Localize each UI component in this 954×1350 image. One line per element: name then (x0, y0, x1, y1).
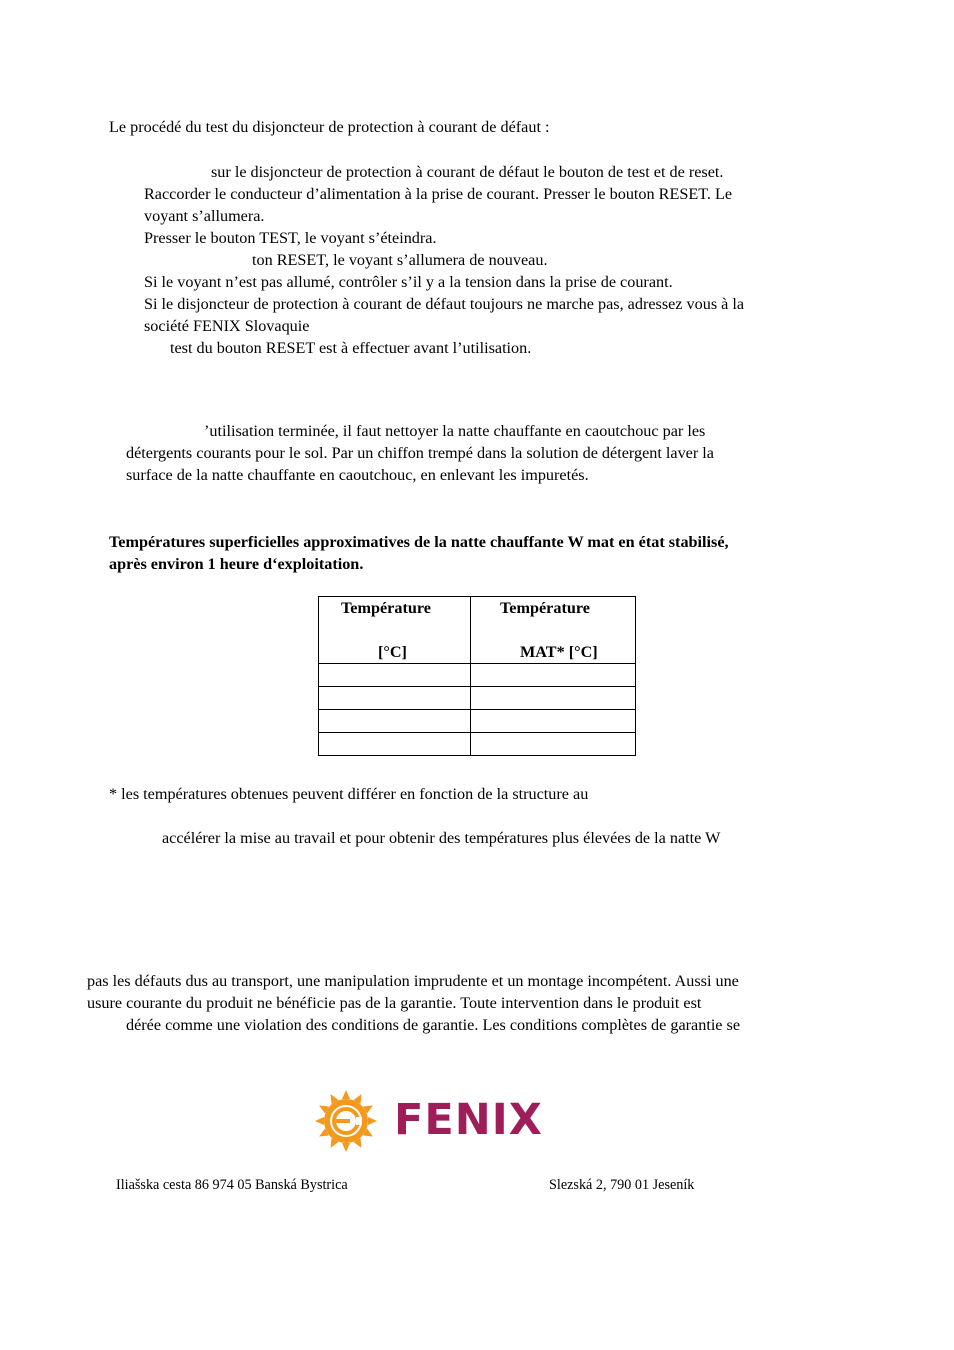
fenix-logo (312, 1086, 543, 1154)
table-cell (471, 710, 636, 733)
temperatures-title: Températures superficielles approximatives de la natte chauffante W mat en état stabilisé, (109, 533, 729, 551)
test-procedure-line: sur le disjoncteur de protection à courant de défaut le bouton de test et de reset. (211, 163, 724, 181)
col2-header-line2: MAT* [°C] (520, 643, 598, 661)
temperature-footnote: * les températures obtenues peuvent différer en fonction de la structure au (109, 785, 589, 803)
test-procedure-line: test du bouton RESET est à effectuer avant l’utilisation. (170, 339, 532, 357)
col1-header-line2: [°C] (378, 643, 407, 661)
table-row (319, 687, 636, 710)
accelerate-text: accélérer la mise au travail et pour obtenir des températures plus élevées de la natte W (162, 829, 721, 847)
test-procedure-line: Si le disjoncteur de protection à courant de défaut toujours ne marche pas, adressez vous à la (144, 295, 745, 313)
col2-header-line1: Température (500, 599, 590, 617)
cleaning-line: détergents courants pour le sol. Par un chiffon trempé dans la solution de détergent laver la (126, 444, 714, 462)
col1-header-line1: Température (341, 599, 431, 617)
test-procedure-line: ton RESET, le voyant s’allumera de nouveau. (252, 251, 548, 269)
table-row (319, 733, 636, 756)
test-procedure-line: Raccorder le conducteur d’alimentation à la prise de courant. Presser le bouton RESET. Le (144, 185, 733, 203)
table-cell (471, 733, 636, 756)
warranty-line: usure courante du produit ne bénéficie pas de la garantie. Toute intervention dans le produit est (87, 994, 702, 1012)
table-row (319, 710, 636, 733)
temperature-table (318, 596, 636, 756)
address-right: Slezská 2, 790 01 Jeseník (549, 1177, 695, 1193)
table-header-cell (471, 597, 636, 664)
temperatures-title-line2: après environ 1 heure d‘exploitation. (109, 555, 364, 573)
table-cell (319, 733, 471, 756)
test-procedure-line: voyant s’allumera. (144, 207, 265, 225)
table-cell (319, 664, 471, 687)
table-cell (319, 687, 471, 710)
table-row (319, 664, 636, 687)
test-procedure-heading: Le procédé du test du disjoncteur de protection à courant de défaut : (109, 118, 550, 136)
table-cell (471, 687, 636, 710)
table-cell (471, 664, 636, 687)
warranty-line: dérée comme une violation des conditions de garantie. Les conditions complètes de garantie se (126, 1016, 741, 1034)
table-header-cell (319, 597, 471, 664)
test-procedure-line: société FENIX Slovaquie (144, 317, 310, 335)
cleaning-line: ’utilisation terminée, il faut nettoyer la natte chauffante en caoutchouc par les (204, 422, 706, 440)
warranty-line: pas les défauts dus au transport, une manipulation imprudente et un montage incompétent. Aussi une (87, 972, 739, 990)
cleaning-line: surface de la natte chauffante en caoutchouc, en enlevant les impuretés. (126, 466, 589, 484)
address-left: Iliašska cesta 86 974 05 Banská Bystrica (116, 1177, 348, 1193)
table-cell (319, 710, 471, 733)
test-procedure-line: Si le voyant n’est pas allumé, contrôler s’il y a la tension dans la prise de courant. (144, 273, 673, 291)
fenix-logo-text: FENIX (394, 1095, 543, 1145)
test-procedure-line: Presser le bouton TEST, le voyant s’éteindra. (144, 229, 437, 247)
